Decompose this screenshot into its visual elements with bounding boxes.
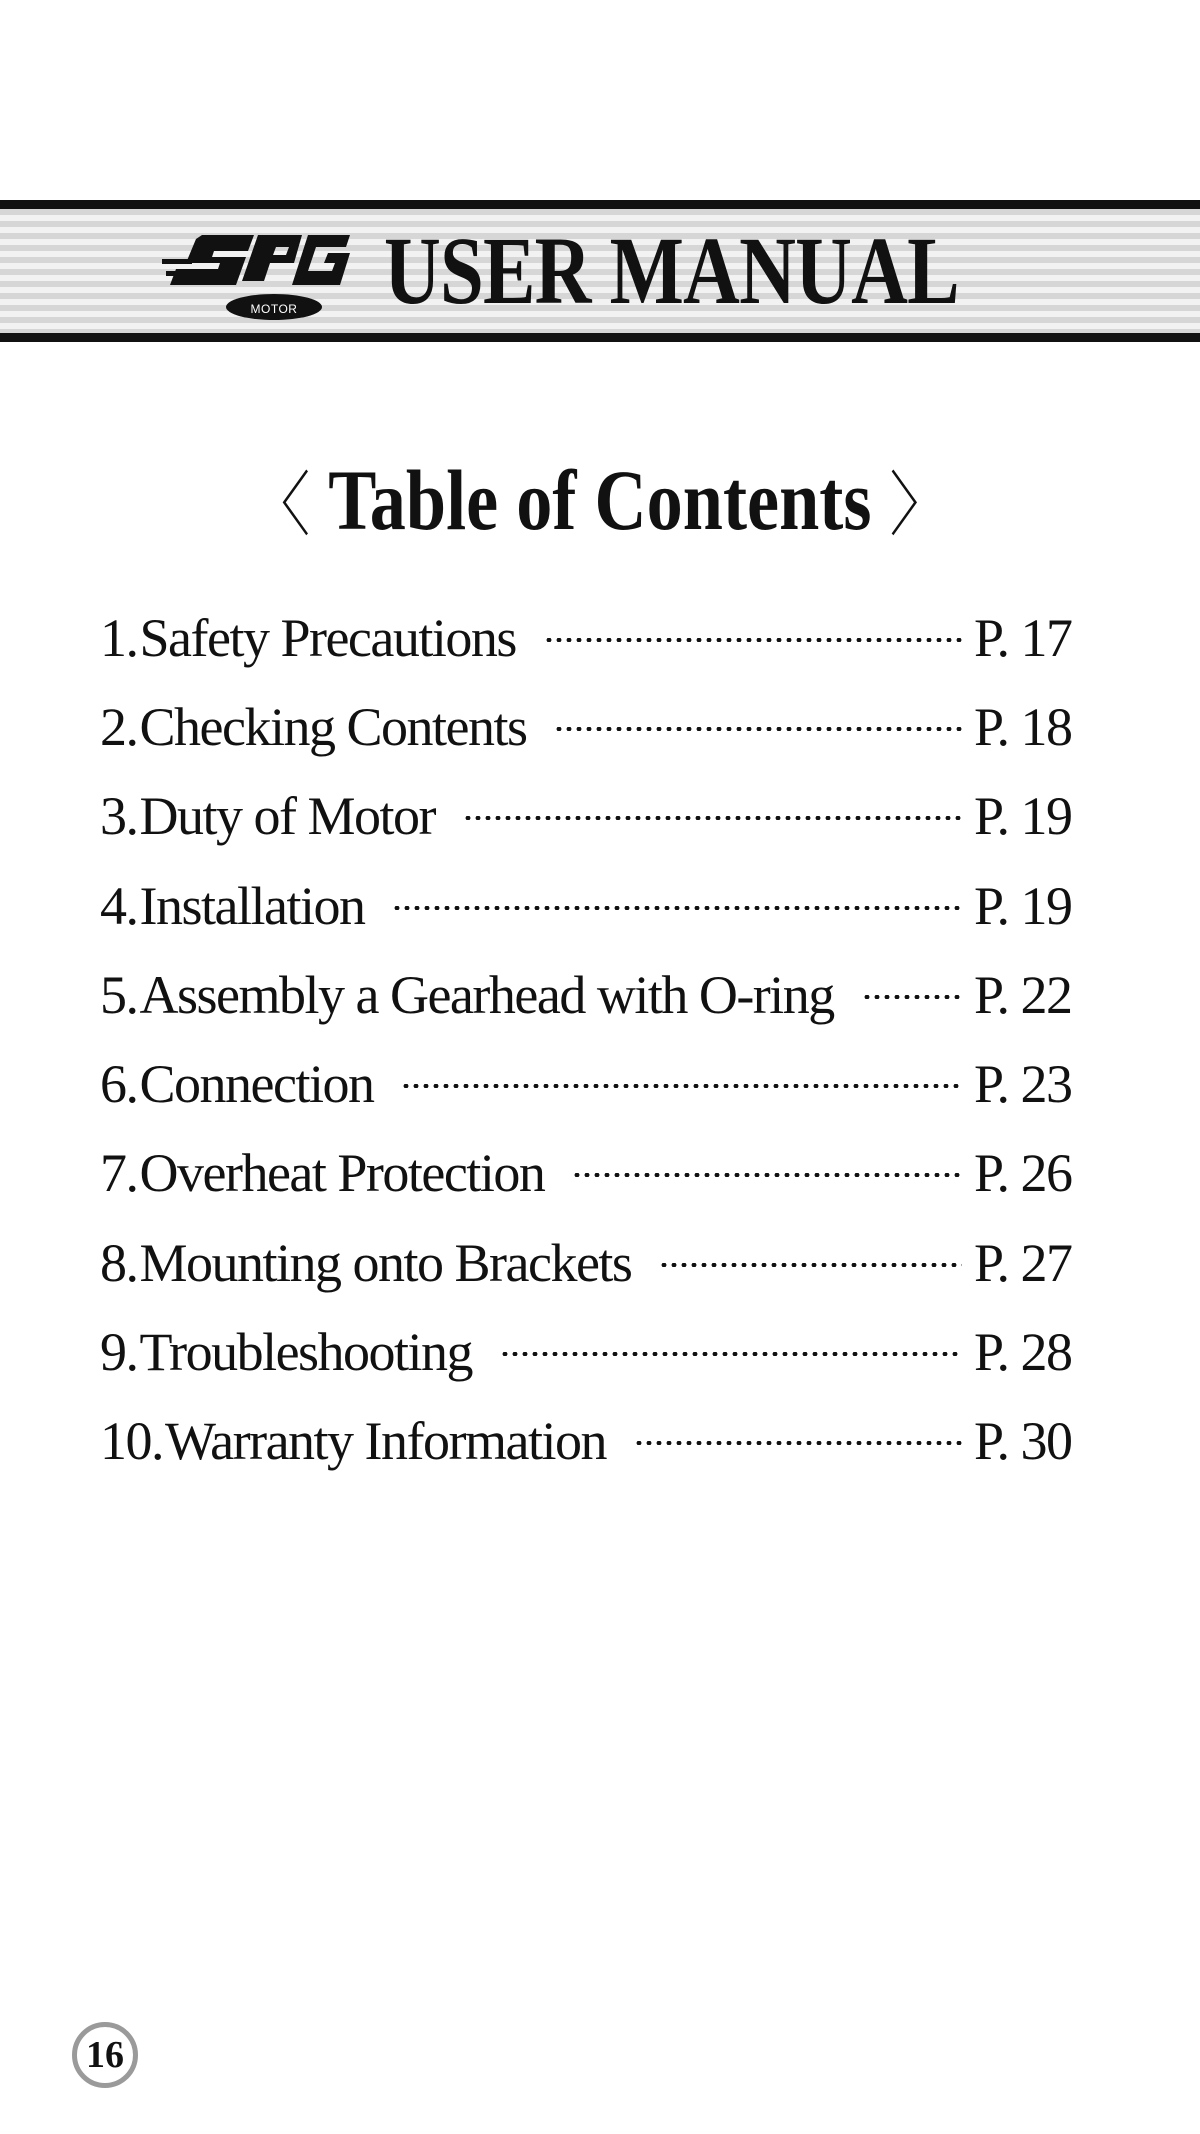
toc-item[interactable] (100, 1218, 1072, 1307)
toc-item-page: P. 19 (974, 875, 1072, 936)
toc-item-number: 9. (100, 1322, 138, 1383)
header-banner (0, 200, 1200, 342)
toc-item-page: P. 26 (974, 1143, 1072, 1204)
page-number-badge: 16 (72, 2022, 138, 2088)
toc-item-number: 5. (100, 964, 138, 1025)
toc-item-label: Installation (139, 875, 365, 936)
toc-item-page: P. 28 (974, 1322, 1072, 1383)
open-bracket: 〈 (251, 468, 311, 545)
toc-item-page: P. 22 (974, 964, 1072, 1025)
toc-item[interactable] (100, 861, 1072, 950)
dot-leader (659, 1263, 962, 1267)
toc-item-number: 3. (100, 786, 138, 847)
toc-item[interactable] (100, 950, 1072, 1039)
toc-item-page: P. 30 (974, 1411, 1072, 1472)
toc-item-label: Duty of Motor (139, 786, 435, 847)
toc-heading (0, 450, 1200, 557)
toc-item-page: P. 17 (974, 607, 1072, 668)
dot-leader (500, 1352, 962, 1356)
toc-item-label: Troubleshooting (139, 1322, 473, 1383)
toc-item[interactable] (100, 1129, 1072, 1218)
toc-item-number: 1. (100, 607, 138, 668)
dot-leader (544, 638, 962, 642)
dot-leader (554, 727, 962, 731)
toc-list (100, 593, 1072, 1486)
toc-item-label: Checking Contents (139, 696, 527, 757)
toc-item[interactable] (100, 1039, 1072, 1128)
toc-item-number: 10. (100, 1411, 163, 1472)
toc-item[interactable] (100, 682, 1072, 771)
logo-subtext: MOTOR (250, 302, 298, 316)
dot-leader (862, 995, 962, 999)
toc-item[interactable] (100, 772, 1072, 861)
close-bracket: 〉 (889, 468, 949, 545)
dot-leader (463, 816, 962, 820)
manual-title: USER MANUAL (384, 217, 959, 324)
toc-item-label: Warranty Information (165, 1411, 606, 1472)
toc-item[interactable] (100, 593, 1072, 682)
toc-item-number: 7. (100, 1143, 138, 1204)
toc-item-page: P. 27 (974, 1232, 1072, 1293)
toc-item-number: 8. (100, 1232, 138, 1293)
dot-leader (401, 1084, 962, 1088)
dot-leader (392, 906, 962, 910)
toc-item[interactable] (100, 1307, 1072, 1396)
toc-item-label: Assembly a Gearhead with O-ring (139, 964, 834, 1025)
toc-item-number: 4. (100, 875, 138, 936)
dot-leader (572, 1173, 962, 1177)
toc-item-label: Overheat Protection (139, 1143, 545, 1204)
toc-item-page: P. 23 (974, 1054, 1072, 1115)
dot-leader (634, 1441, 962, 1445)
toc-item-label: Mounting onto Brackets (139, 1232, 632, 1293)
toc-item-page: P. 19 (974, 786, 1072, 847)
toc-item-label: Safety Precautions (139, 607, 516, 668)
toc-item-number: 6. (100, 1054, 138, 1115)
toc-item[interactable] (100, 1397, 1072, 1486)
toc-item-number: 2. (100, 696, 138, 757)
toc-item-label: Connection (139, 1054, 374, 1115)
toc-item-page: P. 18 (974, 696, 1072, 757)
toc-heading-text: Table of Contents (328, 452, 872, 548)
